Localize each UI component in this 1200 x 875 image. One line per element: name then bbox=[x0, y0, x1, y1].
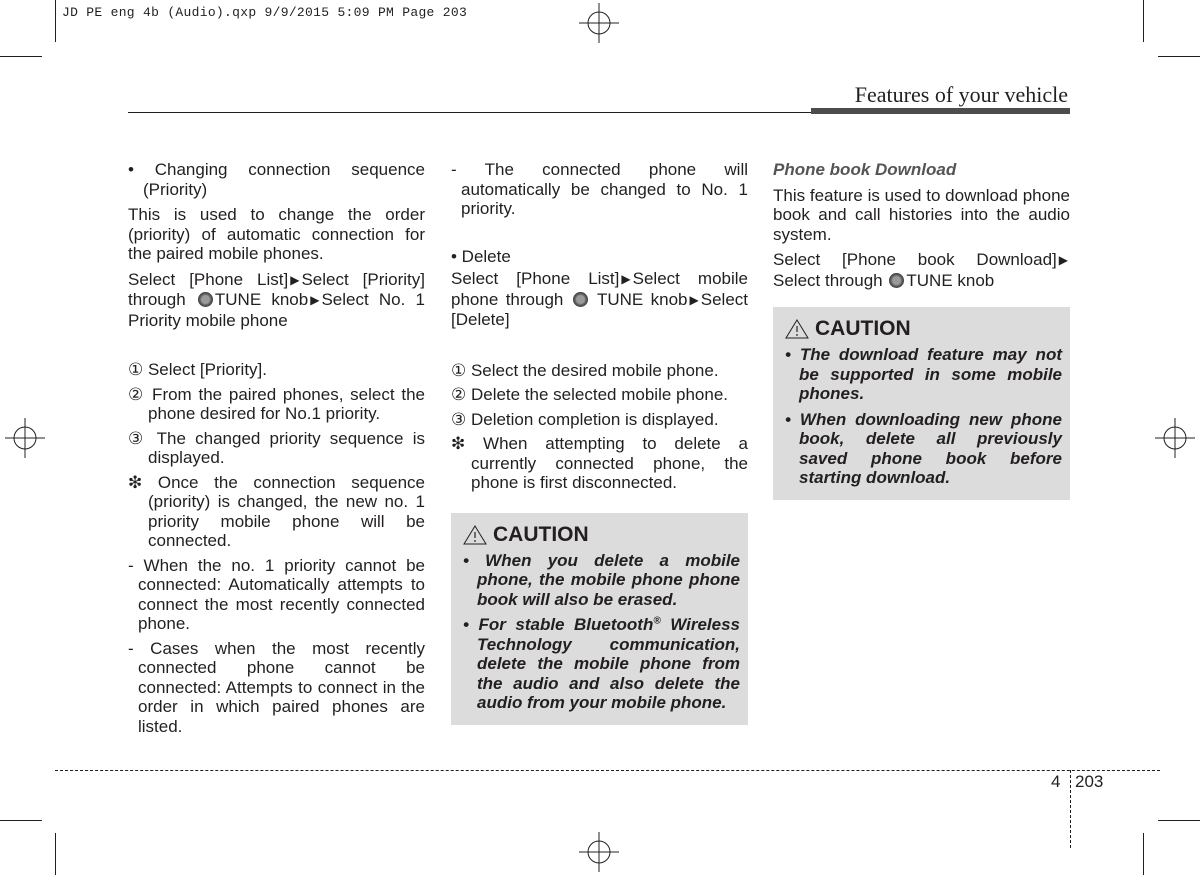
path-step: Select mobile phone through bbox=[451, 269, 748, 309]
tune-knob-icon bbox=[889, 273, 904, 288]
delete-heading: • Delete bbox=[451, 246, 511, 266]
footer-rule bbox=[55, 770, 1160, 771]
step-item: ① Select the desired mobile phone. bbox=[451, 360, 719, 380]
crop-mark bbox=[0, 820, 42, 821]
registration-mark-icon bbox=[579, 3, 619, 43]
bullet-heading: • Changing connection sequence (Priority) bbox=[128, 160, 425, 199]
tune-knob-icon bbox=[573, 292, 588, 307]
caution-title bbox=[459, 522, 740, 546]
caution-box bbox=[451, 513, 748, 725]
warning-triangle-icon bbox=[785, 319, 809, 339]
path-step: TUNE knob bbox=[214, 290, 309, 309]
step-item: ② From the paired phones, select the phone desired for No.1 priority. bbox=[128, 384, 425, 423]
caution-box bbox=[773, 307, 1070, 500]
path-step: Select [Delete] bbox=[451, 289, 748, 329]
arrow-right-icon: ▶ bbox=[689, 292, 699, 307]
crop-mark bbox=[1158, 820, 1200, 821]
path-step: TUNE knob bbox=[596, 289, 688, 309]
caution-title-text: CAUTION bbox=[493, 522, 589, 546]
path-step: Select No. 1 Priority mobile phone bbox=[128, 290, 425, 330]
procedure-path bbox=[773, 250, 1070, 290]
path-step: Select [Phone List] bbox=[451, 269, 620, 288]
note-item: ❇ When attempting to delete a currently connected phone, the phone is first disconnected. bbox=[451, 434, 748, 492]
print-slug: JD PE eng 4b (Audio).qxp 9/9/2015 5:09 PM Page 203 bbox=[62, 5, 468, 20]
procedure-path bbox=[128, 270, 425, 331]
column-1 bbox=[128, 160, 425, 736]
footer-divider bbox=[1070, 770, 1071, 848]
crop-mark bbox=[55, 0, 56, 42]
section-title: Features of your vehicle bbox=[854, 82, 1068, 107]
header-rule-accent bbox=[811, 108, 1070, 114]
tune-knob-icon bbox=[198, 292, 213, 307]
arrow-right-icon: ▶ bbox=[1058, 253, 1068, 267]
step-item: ① Select [Priority]. bbox=[128, 360, 267, 379]
caution-item: • The download feature may not be supported in some mobile phones. bbox=[785, 345, 1062, 403]
arrow-right-icon: ▶ bbox=[310, 293, 320, 307]
crop-mark bbox=[0, 56, 42, 57]
path-step: Select [Phone book Download] bbox=[773, 250, 1057, 269]
column-2 bbox=[451, 160, 748, 725]
caution-item: • When downloading new phone book, delete all previously saved phone book before starting download. bbox=[785, 409, 1062, 487]
crop-mark bbox=[1158, 56, 1200, 57]
dash-item: - Cases when the most recently connected phone cannot be connected: Attempts to connect in the order in which paired phones are listed. bbox=[128, 638, 425, 736]
caution-title-text: CAUTION bbox=[815, 317, 911, 341]
caution-item-text: Wireless Technology communication, delete the mobile phone from the audio and also delete the audio from your mobile phone. bbox=[477, 615, 741, 712]
page-number: 203 bbox=[1075, 772, 1104, 791]
crop-mark bbox=[1143, 0, 1144, 42]
chapter-number: 4 bbox=[1051, 772, 1061, 791]
sub-heading: Phone book Download bbox=[773, 160, 957, 179]
arrow-right-icon: ▶ bbox=[621, 272, 631, 286]
step-item: ② Delete the selected mobile phone. bbox=[451, 385, 729, 404]
crop-mark bbox=[1143, 833, 1144, 875]
warning-triangle-icon bbox=[463, 525, 487, 545]
path-step: Select through bbox=[773, 270, 883, 290]
arrow-right-icon: ▶ bbox=[290, 272, 300, 287]
dash-item: - The connected phone will automatically be changed to No. 1 priority. bbox=[451, 160, 748, 218]
path-step: TUNE knob bbox=[906, 270, 995, 290]
path-step: Select [Priority] through bbox=[128, 269, 425, 309]
registration-mark-icon bbox=[5, 418, 45, 458]
dash-item: - When the no. 1 priority cannot be connected: Automatically attempts to connect the most recently connected phone. bbox=[128, 555, 425, 633]
registration-mark-icon bbox=[1155, 418, 1195, 458]
step-item: ③ Deletion completion is displayed. bbox=[451, 409, 719, 429]
registered-mark: ® bbox=[653, 615, 661, 627]
note-item: ❇ Once the connection sequence (priority) is changed, the new no. 1 priority mobile phone will be connected. bbox=[128, 472, 425, 550]
step-item: ③ The changed priority sequence is displayed. bbox=[128, 428, 425, 467]
intro-paragraph: This is used to change the order (priority) of automatic connection for the paired mobile phones. bbox=[128, 205, 425, 263]
crop-mark bbox=[55, 833, 56, 875]
caution-title bbox=[781, 319, 1062, 339]
column-3 bbox=[773, 160, 1070, 500]
procedure-path bbox=[451, 269, 748, 330]
intro-paragraph: This feature is used to download phone book and call histories into the audio system. bbox=[773, 185, 1070, 244]
caution-item: • When you delete a mobile phone, the mobile phone phone book will also be erased. bbox=[463, 550, 740, 609]
registration-mark-icon bbox=[579, 832, 619, 872]
path-step: Select [Phone List] bbox=[128, 269, 289, 289]
caution-item bbox=[459, 615, 740, 713]
caution-item-text: • For stable Bluetooth bbox=[463, 615, 654, 634]
